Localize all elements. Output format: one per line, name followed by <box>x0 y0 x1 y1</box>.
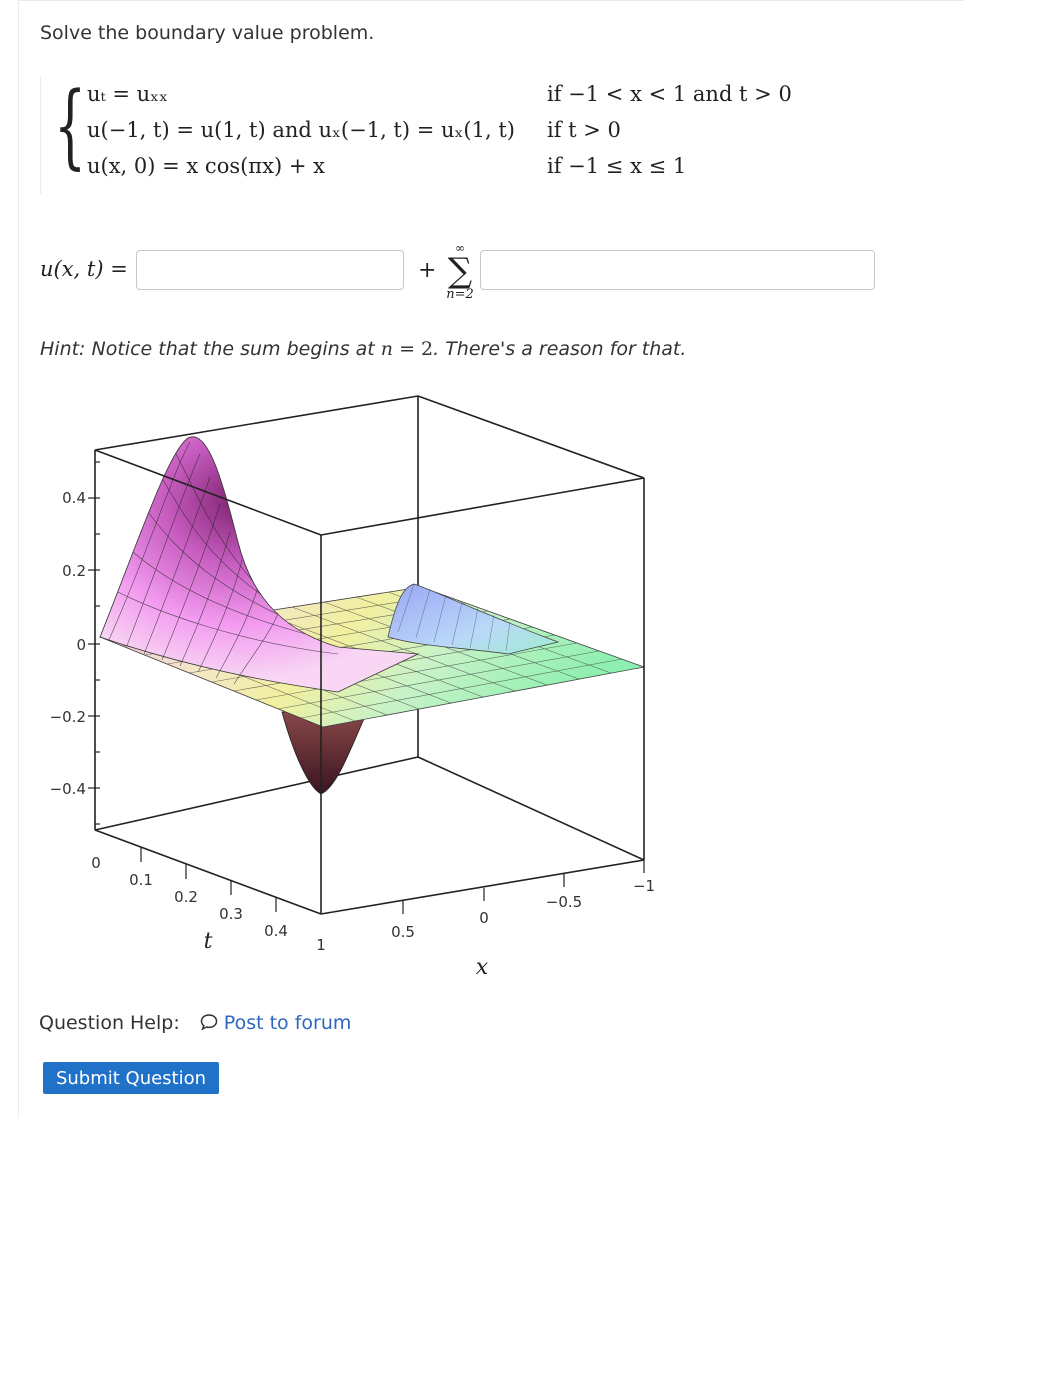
equation-system <box>40 72 980 194</box>
series-term-input[interactable] <box>480 250 875 290</box>
pde-domain: if −1 < x < 1 and t > 0 <box>547 82 792 106</box>
z-tick-label: 0 <box>76 636 86 654</box>
initial-condition: u(x, 0) = x cos(πx) + x <box>87 154 325 178</box>
sum-lower-limit: n=2 <box>446 287 474 302</box>
initial-domain: if −1 ≤ x ≤ 1 <box>547 154 687 178</box>
question-prompt: Solve the boundary value problem. <box>40 22 375 44</box>
boundary-condition: u(−1, t) = u(1, t) and uₓ(−1, t) = uₓ(1, t) <box>87 118 515 142</box>
boundary-domain: if t > 0 <box>547 118 621 142</box>
x-tick-label: −1 <box>632 877 656 895</box>
top-divider <box>18 0 964 1</box>
hint-equals: = 2 <box>393 338 434 360</box>
x-tick-label: −0.5 <box>545 893 583 911</box>
x-tick-label: 0 <box>479 909 489 927</box>
summation-symbol <box>440 242 480 302</box>
t-tick-label: 1 <box>316 936 326 954</box>
t-axis-ticks <box>141 847 276 912</box>
t-tick-label: 0.4 <box>264 922 288 940</box>
z-tick-label: −0.4 <box>49 780 86 798</box>
t-tick-label: 0 <box>91 854 101 872</box>
z-tick-label: −0.2 <box>49 708 86 726</box>
hint-suffix: . There's a reason for that. <box>433 338 687 360</box>
hint-prefix: Hint: Notice that the sum begins at <box>40 338 381 360</box>
surface-plot <box>38 392 668 992</box>
pde-equation: uₜ = uₓₓ <box>87 82 168 106</box>
z-tick-label: 0.2 <box>62 562 86 580</box>
question-help <box>39 1012 351 1036</box>
constant-term-input[interactable] <box>136 250 404 290</box>
sum-upper-limit: ∞ <box>455 241 465 255</box>
z-tick-labels <box>50 489 86 798</box>
x-tick-labels <box>391 877 655 941</box>
left-brace: { <box>54 72 87 179</box>
t-tick-label: 0.3 <box>219 905 243 923</box>
x-axis-ticks <box>403 860 644 914</box>
t-tick-label: 0.2 <box>174 888 198 906</box>
post-to-forum-link[interactable]: Post to forum <box>223 1012 352 1034</box>
z-tick-label: 0.4 <box>62 489 86 507</box>
t-axis-label: t <box>203 929 213 954</box>
question-help-label: Question Help: <box>39 1012 180 1034</box>
plus-sign: + <box>418 258 437 283</box>
t-tick-label: 0.1 <box>129 871 153 889</box>
answer-lhs: u(x, t) = <box>40 257 128 281</box>
hint-variable: n <box>380 338 394 360</box>
left-divider <box>18 0 19 1118</box>
x-tick-label: 0.5 <box>391 923 415 941</box>
surface-plot-svg <box>38 392 668 992</box>
z-axis-ticks <box>88 462 100 824</box>
hint-text <box>40 338 686 360</box>
x-axis-label: x <box>475 955 489 980</box>
sigma-glyph: ∑ <box>447 251 473 291</box>
submit-question-button[interactable]: Submit Question <box>43 1062 219 1094</box>
speech-bubble-icon[interactable] <box>200 1013 218 1036</box>
